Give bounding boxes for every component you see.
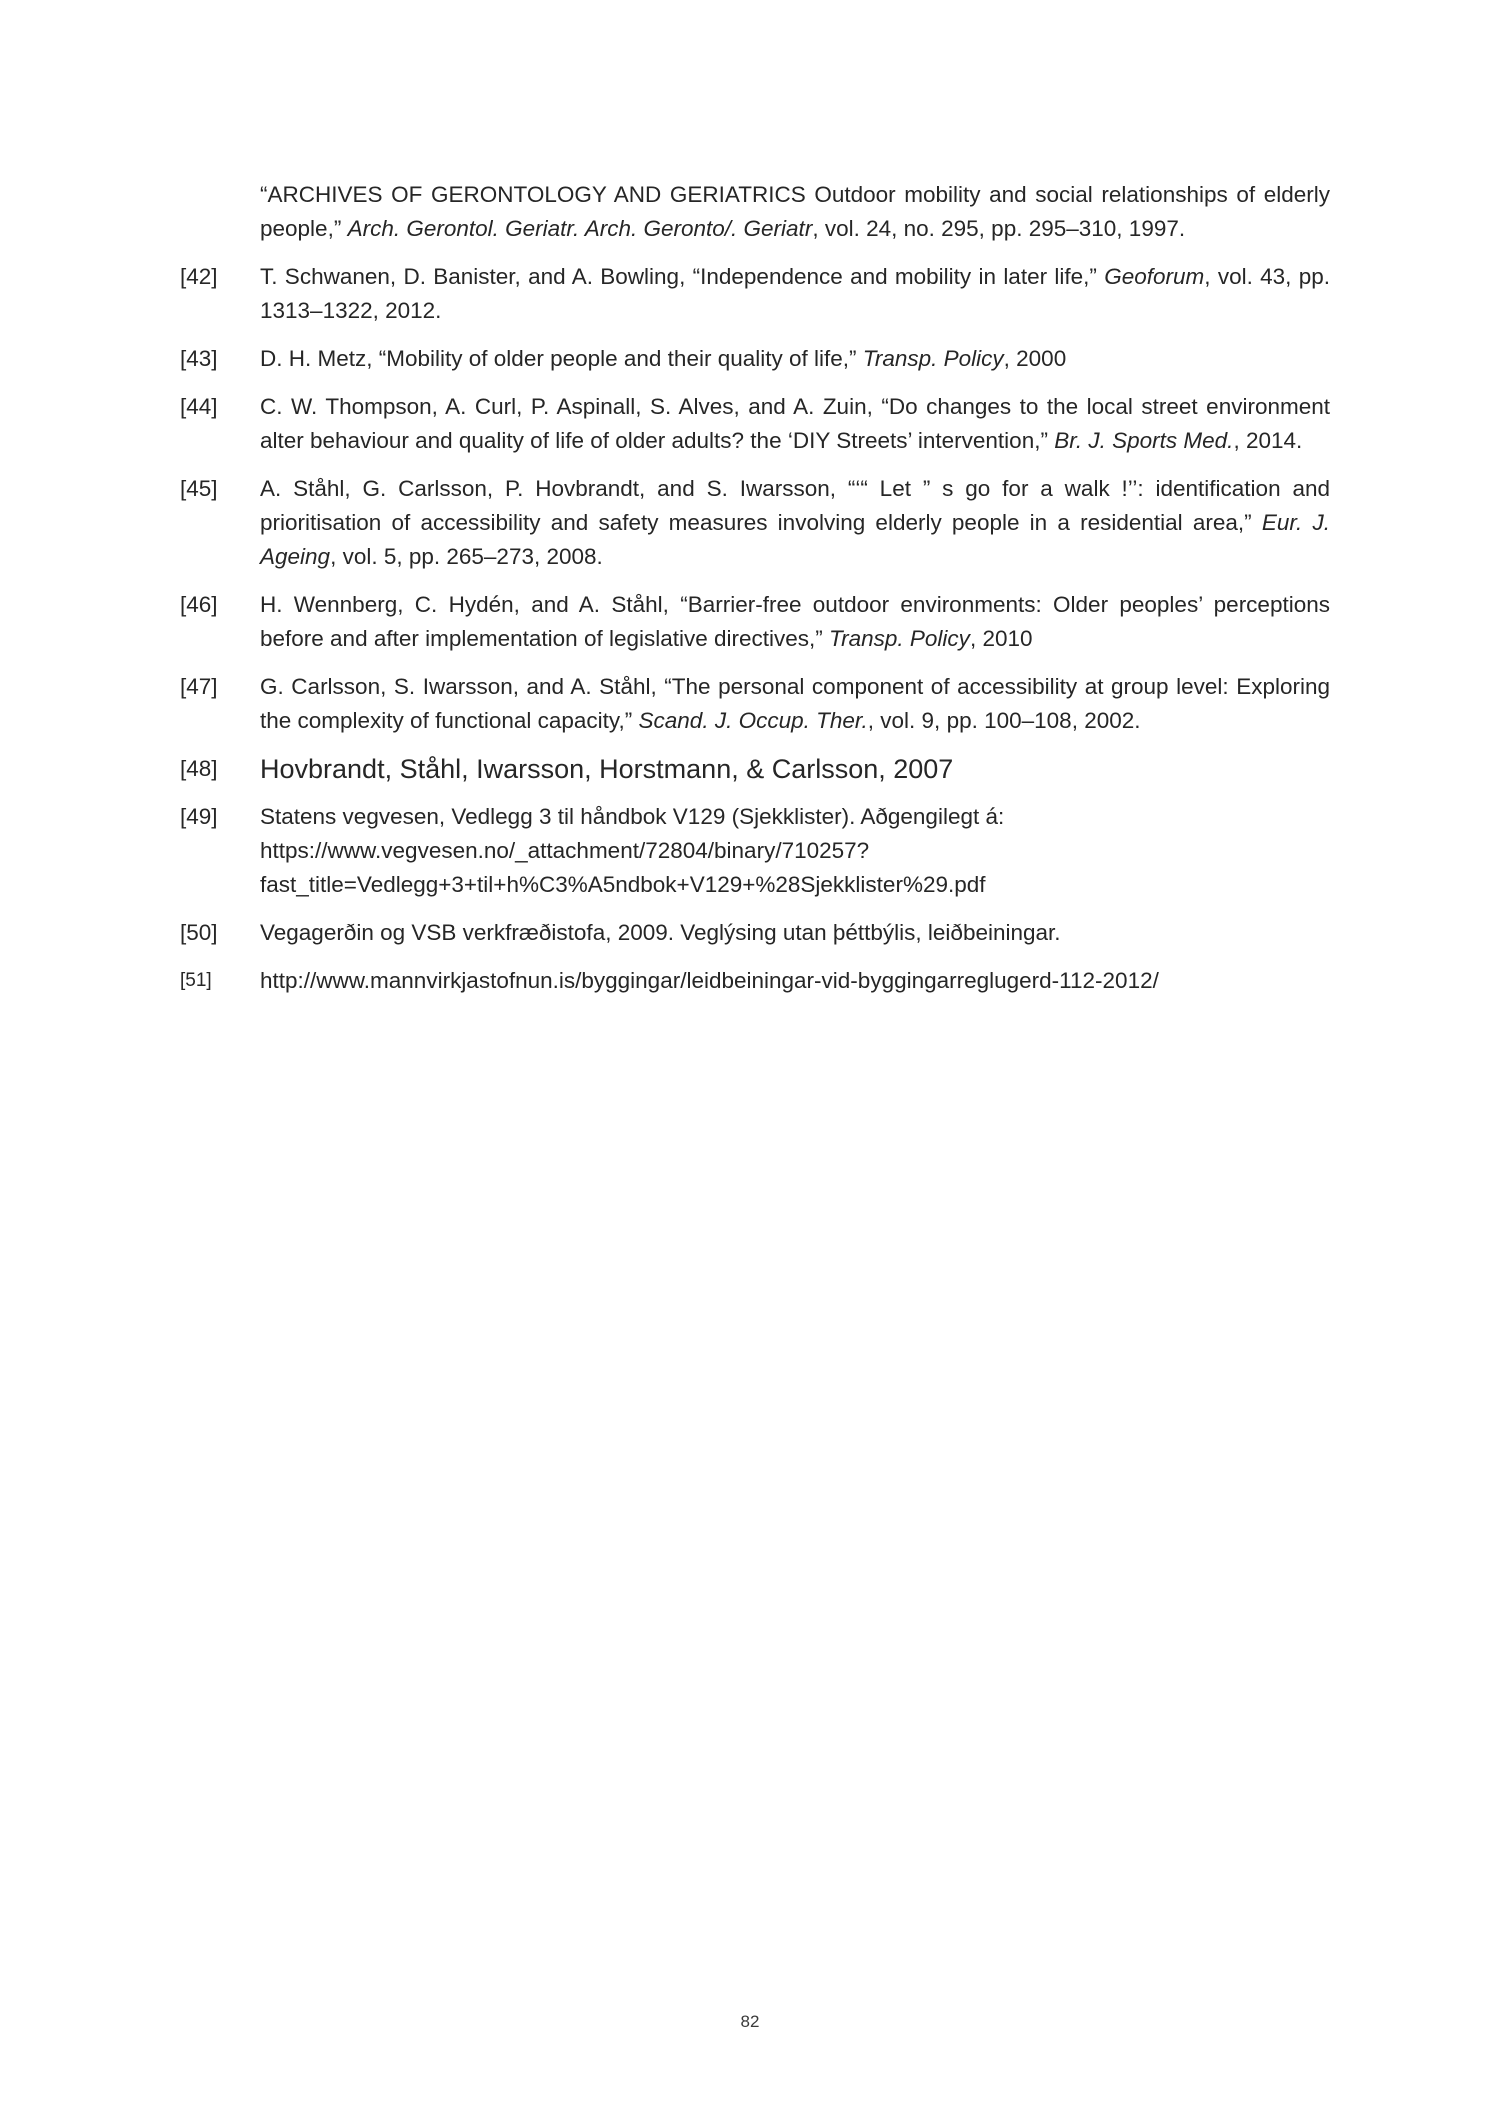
reference-number: [42] [180, 264, 218, 289]
reference-source-title: Br. J. Sports Med. [1054, 428, 1234, 453]
reference-item [180, 178, 1330, 246]
reference-fragment: , vol. 5, pp. 265–273, 2008. [330, 544, 603, 569]
reference-item [180, 752, 1330, 786]
reference-number: [47] [180, 674, 218, 699]
reference-fragment: C. W. Thompson, A. Curl, P. Aspinall, S. Alves, and A. Zuin, “Do changes to the local street environment alter behaviour and quality of life of older adults? the ‘DIY Streets’ intervention,” [260, 394, 1330, 453]
reference-fragment: A. Ståhl, G. Carlsson, P. Hovbrandt, and S. Iwarsson, “‘“ Let ” s go for a walk !’’: identification and prioritisation of accessibility and safety measures involving elderly people in a residential area,” [260, 476, 1330, 535]
reference-fragment: , 2000 [1003, 346, 1067, 371]
reference-number: [45] [180, 476, 218, 501]
reference-item [180, 588, 1330, 656]
reference-source-title: Transp. Policy [862, 346, 1004, 371]
reference-fragment: , vol. 9, pp. 100–108, 2002. [867, 708, 1141, 733]
reference-item [180, 260, 1330, 328]
reference-text [260, 178, 1330, 246]
reference-fragment: D. H. Metz, “Mobility of older people and their quality of life,” [260, 346, 863, 371]
reference-text [260, 670, 1330, 738]
reference-item [180, 670, 1330, 738]
reference-number: [49] [180, 804, 218, 829]
reference-fragment: G. Carlsson, S. Iwarsson, and A. Ståhl, “The personal component of accessibility at group level: Exploring the complexity of functional capacity,” [260, 674, 1330, 733]
reference-number: [44] [180, 394, 218, 419]
reference-url[interactable]: https://www.vegvesen.no/_attachment/72804/binary/710257?fast_title=Vedlegg+3+til+h%C3%A5ndbok+V129+%28Sjekklister%29.pdf [260, 838, 986, 897]
reference-source-title: Arch. Gerontol. Geriatr. Arch. Geronto/. Geriatr [347, 216, 813, 241]
reference-text [260, 916, 1330, 950]
reference-fragment: , vol. 43, pp. 1313–1322, 2012. [260, 264, 1331, 323]
reference-fragment: , 2010 [969, 626, 1033, 651]
reference-text [260, 260, 1330, 328]
reference-fragment: “ARCHIVES OF GERONTOLOGY AND GERIATRICS Outdoor mobility and social relationships of elderly people,” [260, 182, 1330, 241]
reference-fragment: Vegagerðin og VSB verkfræðistofa, 2009. Veglýsing utan þéttbýlis, leiðbeiningar. [260, 920, 1061, 945]
reference-fragment: H. Wennberg, C. Hydén, and A. Ståhl, “Barrier-free outdoor environments: Older peoples’ perceptions before and after implementation of legislative directives,” [260, 592, 1330, 651]
reference-fragment: http://www.mannvirkjastofnun.is/byggingar/leidbeiningar-vid-byggingarreglugerd-112-2012/ [260, 968, 1159, 993]
reference-item [180, 964, 1330, 998]
reference-number: [46] [180, 592, 218, 617]
reference-item [180, 916, 1330, 950]
reference-item [180, 390, 1330, 458]
reference-text [260, 800, 1330, 902]
reference-item [180, 472, 1330, 574]
reference-item [180, 800, 1330, 902]
reference-fragment: Statens vegvesen, Vedlegg 3 til håndbok V129 (Sjekklister). Aðgengilegt á: [260, 804, 1005, 829]
reference-item [180, 342, 1330, 376]
reference-number: [43] [180, 346, 218, 371]
reference-number: [51] [180, 970, 212, 991]
reference-number: [50] [180, 920, 218, 945]
reference-text [260, 390, 1330, 458]
reference-fragment: , 2014. [1233, 428, 1303, 453]
page-number: 82 [740, 2012, 760, 2031]
reference-source-title: Geoforum [1104, 264, 1205, 289]
reference-source-title: Scand. J. Occup. Ther. [638, 708, 868, 733]
reference-fragment: , vol. 24, no. 295, pp. 295–310, 1997. [812, 216, 1186, 241]
reference-number: [48] [180, 756, 218, 781]
reference-source-title: Transp. Policy [829, 626, 970, 651]
reference-fragment: T. Schwanen, D. Banister, and A. Bowling, “Independence and mobility in later life,” [260, 264, 1105, 289]
reference-list [180, 178, 1330, 1012]
reference-source-title: Eur. J. Ageing [260, 510, 1330, 569]
reference-text [260, 588, 1330, 656]
reference-text [260, 342, 1330, 376]
reference-fragment: Hovbrandt, Ståhl, Iwarsson, Horstmann, & Carlsson, 2007 [260, 754, 954, 784]
reference-text [260, 964, 1330, 998]
reference-text [260, 752, 1330, 786]
reference-text [260, 472, 1330, 574]
